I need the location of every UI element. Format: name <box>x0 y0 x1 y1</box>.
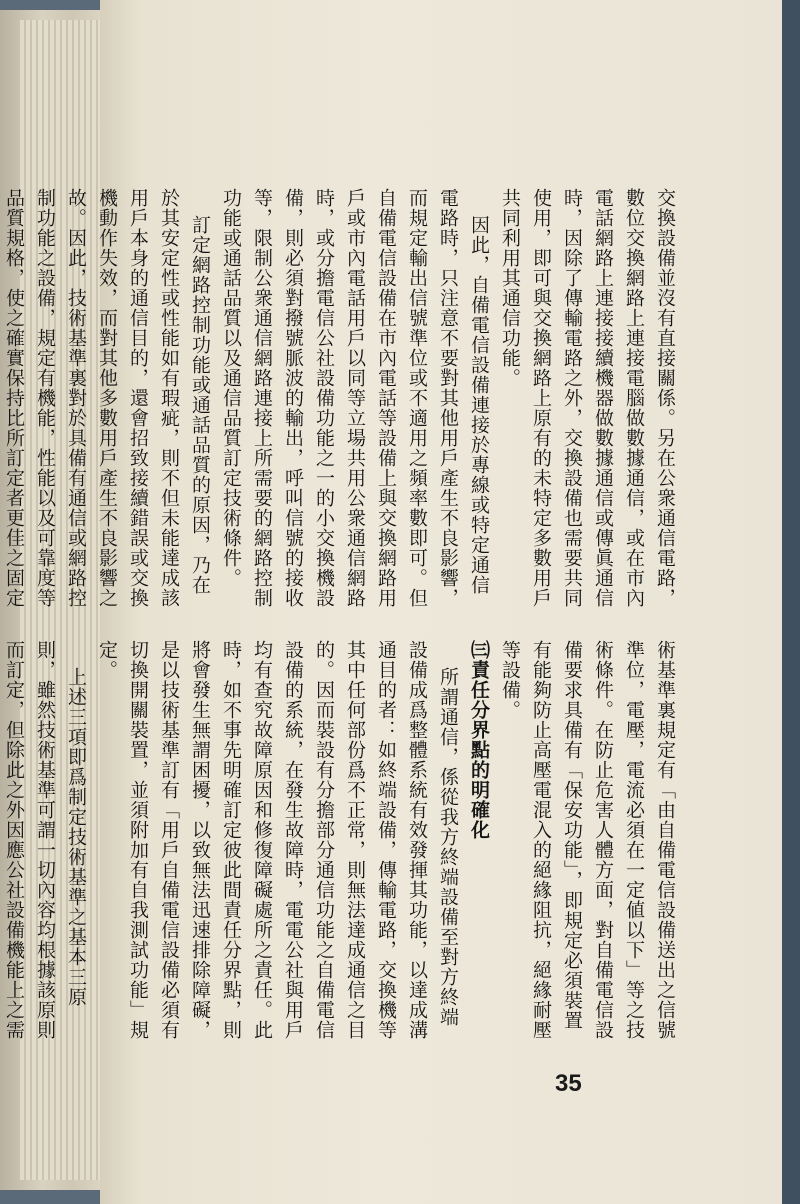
page-number: 35 <box>555 1070 582 1097</box>
paragraph: 交換設備並沒有直接關係。另在公衆通信電路，數位交換網路上連接電腦做數據通信，或在市內電話網路上連接接續機器做數據通信或傳眞通信時，因除了傳輸電路之外，交換設備也需要共同使用，即可與交換網路上原有的未特定多數用戶共同利用其通信功能。 <box>499 188 676 608</box>
paragraph: 因此，自備電信設備連接於專線或特定通信電路時，只注意不要對其他用戶產生不良影響，而規定輸出信號準位或不適用之頻率數即可。但自備電信設備在市內電話等設備上與交換網路用戶或市內電話用戶以同等立場共用公衆通信網路時，或分擔電信公社設備功能之一的小交換機設備，則必須對撥號脈波的輸出，呼叫信號的接收等，限制公衆通信網路連接上所需要的網路控制功能或通話品質以及通信品質訂定技術條件。 <box>220 188 490 608</box>
lower-text-block <box>0 640 680 1045</box>
paragraph: 上述三項即爲制定技術基準之基本三原則，雖然技術基準可謂一切內容均根據該原則而訂定，但除此之外因應公社設備機能上之需 <box>3 640 87 1040</box>
paragraph: 術基準裏規定有「由自備電信設備送出之信號準位，電壓，電流必須在一定値以下」等之技術條件。在防止危害人體方面，對自備電信設備要求具備有「保安功能」，即規定必須裝置有能夠防止高壓電混入的絕緣阻抗，絕緣耐壓等設備。 <box>499 640 676 1040</box>
book-cover-edge <box>782 0 800 1204</box>
paragraph: 所謂通信，係從我方終端設備至對方終端設備成爲整體系統有效發揮其功能，以達成溝通目的者：如終端設備，傳輸電路，交換機等其中任何部份爲不正常，則無法達成通信之目的。因而裝設有分擔部分通信功能之自備電信設備的系統，在發生故障時，電電公社與用戶均有查究故障原因和修復障礙處所之責任。此時，如不事先明確訂定彼此間責任分界點，則將會發生無謂困擾，以致無法迅速排除障礙，是以技術基準訂有「用戶自備電信設備必須有切換開關裝置，並須附加有自我測試功能」規定。 <box>96 640 459 1040</box>
section-heading: ㈢責任分界點的明確化 <box>468 640 490 840</box>
book-page <box>3 0 800 1204</box>
upper-text-block <box>0 188 680 613</box>
paragraph: 訂定網路控制功能或通話品質的原因，乃在於其安定性或性能如有瑕疵，則不但未能達成該用戶本身的通信目的，還會招致接續錯誤或交換機動作失效，而對其他多數用戶產生不良影響之故。因此，技術基準裏對於具備有通信或網路控制功能之設備，規定有機能，性能以及可靠度等品質規格，使之確實保持比所訂定者更佳之固定 <box>3 188 211 608</box>
